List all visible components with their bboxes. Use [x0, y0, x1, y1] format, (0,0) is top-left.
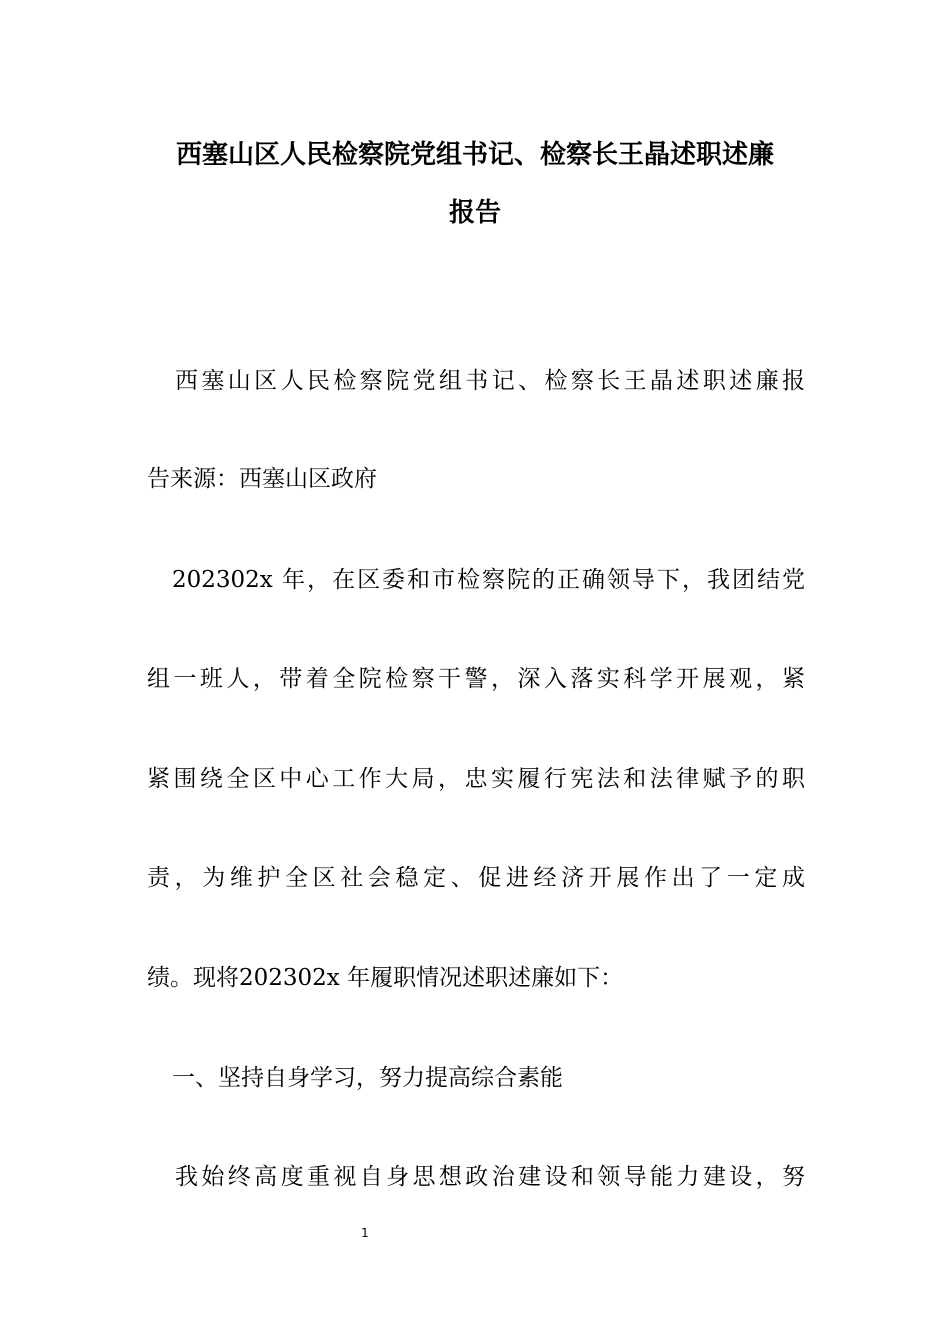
body-line-9: 我始终高度重视自身思想政治建设和领导能力建设，努 [175, 1164, 805, 1190]
document-title-line-2: 报告 [448, 198, 501, 228]
body-line-3: 202302x 年，在区委和市检察院的正确领导下，我团结党 [172, 567, 805, 593]
body-line-4: 组一班人，带着全院检察干警，深入落实科学开展观，紧 [147, 666, 805, 692]
body-line-5: 紧围绕全区中心工作大局，忠实履行宪法和法律赋予的职 [147, 766, 805, 792]
body-line-6: 责，为维护全区社会稳定、促进经济开展作出了一定成 [147, 865, 805, 891]
body-line-1: 西塞山区人民检察院党组书记、检察长王晶述职述廉报 [175, 368, 805, 394]
body-line-7: 绩。现将202302x 年履职情况述职述廉如下： [147, 965, 624, 991]
page-number: 1 [361, 1226, 369, 1240]
section-heading-1: 一、坚持自身学习，努力提高综合素能 [172, 1065, 563, 1091]
document-title-line-1: 西塞山区人民检察院党组书记、检察长王晶述职述廉 [175, 140, 774, 170]
body-line-2: 告来源：西塞山区政府 [147, 466, 377, 492]
